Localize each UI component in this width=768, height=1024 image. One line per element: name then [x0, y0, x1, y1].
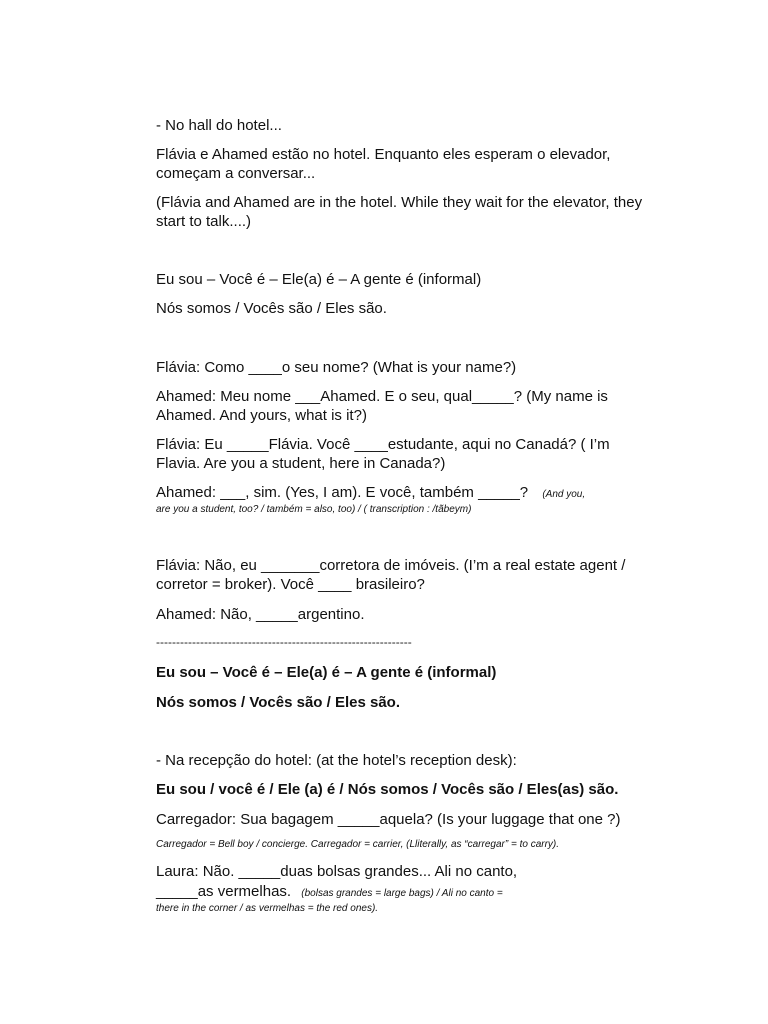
- dialogue-flavia-3-line-1: Flávia: Não, eu _______corretora de imóveis. (I’m a real estate agent /: [156, 557, 626, 574]
- dialogue-laura-line-1: Laura: Não. _____duas bolsas grandes... Ali no canto,: [156, 863, 518, 880]
- dialogue-carregador: Carregador: Sua bagagem _____aquela? (Is your luggage that one ?): [156, 811, 621, 828]
- dialogue-ahamed-1-line-2: Ahamed. And yours, what is it?): [156, 407, 367, 424]
- intro-en-line-1: (Flávia and Ahamed are in the hotel. While they wait for the elevator, they: [156, 194, 643, 211]
- dialogue-laura-line-2: [156, 882, 676, 903]
- carregador-note: Carregador = Bell boy / concierge. Carregador = carrier, (Lliterally, as “carregar” = to carry).: [156, 839, 560, 850]
- separator-line: ----------------------------------------------------------------: [156, 635, 412, 649]
- dialogue-ahamed-2-line-1: [156, 483, 676, 504]
- dialogue-laura-note: there in the corner / as vermelhas = the red ones).: [156, 903, 379, 914]
- dialogue-laura-note-inline: (bolsas grandes = large bags) / Ali no canto =: [301, 888, 503, 899]
- intro-pt-line-1: Flávia e Ahamed estão no hotel. Enquanto eles esperam o elevador,: [156, 146, 611, 163]
- verb-conjugation-bold-line-1: Eu sou – Você é – Ele(a) é – A gente é (informal): [156, 664, 497, 681]
- dialogue-laura-text: _____as vermelhas.: [156, 883, 292, 900]
- verb-conjugation-bold-line-3: Eu sou / você é / Ele (a) é / Nós somos / Vocês são / Eles(as) são.: [156, 781, 619, 798]
- reception-heading: - Na recepção do hotel: (at the hotel’s reception desk):: [156, 752, 517, 769]
- intro-en-line-2: start to talk....): [156, 213, 252, 230]
- dialogue-flavia-2-line-1: Flávia: Eu _____Flávia. Você ____estudante, aqui no Canadá? ( I’m: [156, 436, 610, 453]
- dialogue-ahamed-3: Ahamed: Não, _____argentino.: [156, 606, 365, 623]
- verb-conjugation-line-1: Eu sou – Você é – Ele(a) é – A gente é (informal): [156, 271, 482, 288]
- intro-pt-line-2: começam a conversar...: [156, 165, 316, 182]
- dialogue-ahamed-2-note: are you a student, too? / também = also, too) / ( transcription : /tãbeym): [156, 504, 472, 515]
- dialogue-ahamed-2-note-inline: (And you,: [542, 489, 586, 500]
- dialogue-ahamed-2-text: Ahamed: ___, sim. (Yes, I am). E você, também _____?: [156, 484, 529, 501]
- dialogue-flavia-1: Flávia: Como ____o seu nome? (What is your name?): [156, 359, 517, 376]
- dialogue-flavia-3-line-2: corretor = broker). Você ____ brasileiro?: [156, 576, 425, 593]
- verb-conjugation-line-2: Nós somos / Vocês são / Eles são.: [156, 300, 387, 317]
- dialogue-flavia-2-line-2: Flavia. Are you a student, here in Canada?): [156, 455, 446, 472]
- verb-conjugation-bold-line-2: Nós somos / Vocês são / Eles são.: [156, 694, 400, 711]
- hall-heading: - No hall do hotel...: [156, 117, 282, 134]
- dialogue-ahamed-1-line-1: Ahamed: Meu nome ___Ahamed. E o seu, qual_____? (My name is: [156, 388, 608, 405]
